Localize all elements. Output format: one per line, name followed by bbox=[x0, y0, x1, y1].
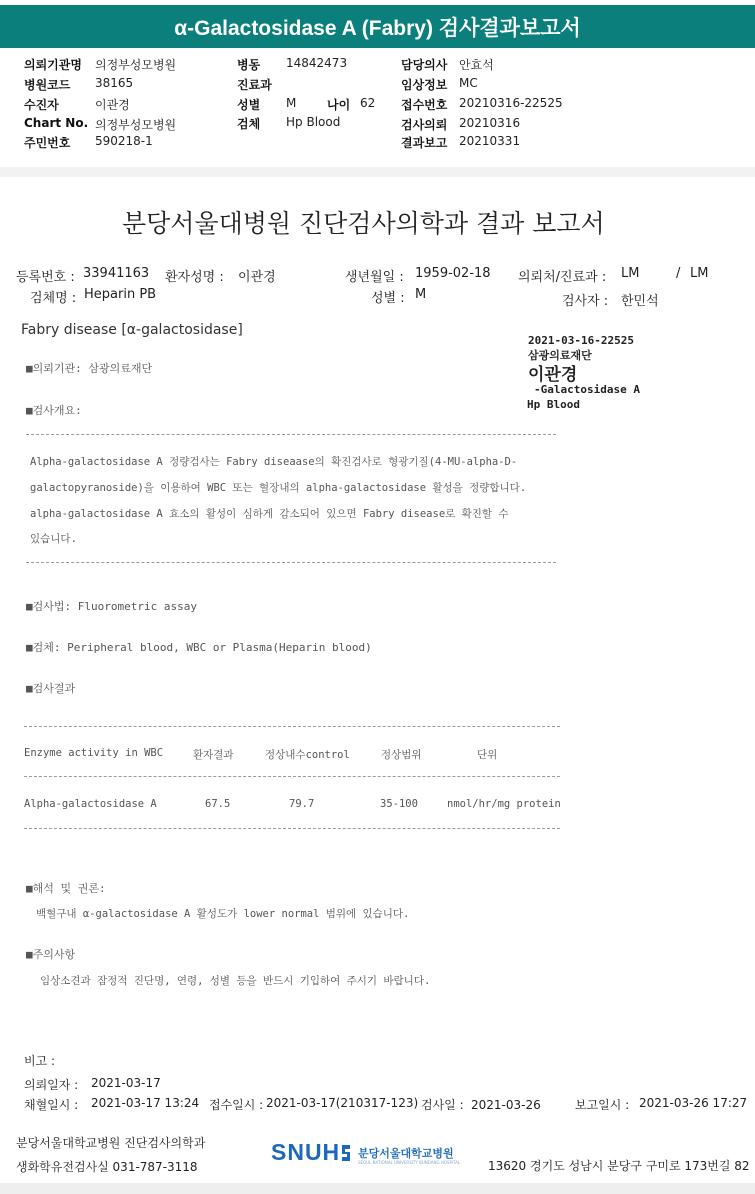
interpretation-text: 백혈구내 α-galactosidase A 활성도가 lower normal 범위에 있습니다. bbox=[36, 908, 410, 920]
stamp-line-3: 이관경 bbox=[528, 365, 578, 385]
label-chart-no: Chart No. bbox=[24, 116, 89, 130]
report-title: 분당서울대병원 진단검사의학과 결과 보고서 bbox=[122, 209, 605, 238]
table-cell-patient: 67.5 bbox=[205, 798, 231, 810]
page-bottom-edge bbox=[0, 1183, 755, 1194]
value-report-sex: M bbox=[415, 287, 427, 302]
overview-line-4: 있습니다. bbox=[30, 533, 77, 545]
method-line: ■검사법: Fluorometric assay bbox=[26, 600, 197, 613]
overview-line-1: Alpha-galactosidase A 정량검사는 Fabry diseaase의 확진검사로 형광기질(4-MU-alpha-D- bbox=[30, 456, 518, 468]
logo-emblem-icon bbox=[339, 1143, 353, 1163]
label-clinical-info: 임상정보 bbox=[401, 78, 448, 92]
table-cell-control: 79.7 bbox=[289, 798, 315, 810]
table-cell-enzyme: Alpha-galactosidase A bbox=[24, 798, 157, 810]
table-header-unit: 단위 bbox=[477, 749, 498, 761]
label-sex: 성별 bbox=[237, 98, 261, 112]
stamp-line-4: -Galactosidase A bbox=[534, 383, 640, 396]
value-specimen-name: Heparin PB bbox=[84, 287, 157, 302]
table-header-enzyme: Enzyme activity in WBC bbox=[24, 747, 164, 759]
logo-english-name: SEOUL NATIONAL UNIVERSITY BUNDANG HOSPITAL bbox=[358, 1160, 461, 1165]
value-dob: 1959-02-18 bbox=[415, 266, 491, 281]
overview-line-2: galactopyranoside)을 이용하여 WBC 또는 혈장내의 alpha-galactosidase 활성을 정량합니다. bbox=[30, 482, 527, 494]
label-department: 진료과 bbox=[237, 78, 272, 92]
institution-line: ■의뢰기관: 삼광의료재단 bbox=[26, 362, 153, 375]
label-dob: 생년월일 : bbox=[345, 270, 404, 285]
logo-korean-name: 분당서울대학교병원 bbox=[358, 1147, 454, 1160]
sample-line: ■검체: Peripheral blood, WBC or Plasma(Heparin blood) bbox=[26, 641, 372, 654]
value-hospital-code: 38165 bbox=[95, 76, 134, 90]
value-patient: 이관경 bbox=[95, 98, 130, 112]
footer-org: 분당서울대학교병원 진단검사의학과 bbox=[16, 1136, 206, 1150]
overview-heading: ■검사개요: bbox=[26, 404, 82, 417]
label-hospital-code: 병원코드 bbox=[24, 78, 71, 92]
label-age: 나이 bbox=[327, 98, 351, 112]
label-ward: 병동 bbox=[237, 58, 261, 72]
table-header-range: 정상범위 bbox=[381, 749, 422, 761]
dashed-divider bbox=[26, 562, 556, 563]
value-chart-no: 의정부성모병원 bbox=[95, 118, 177, 132]
table-cell-unit: nmol/hr/mg protein bbox=[447, 798, 561, 810]
label-report-sex: 성별 : bbox=[371, 291, 405, 306]
value-receipt-no: 20210316-22525 bbox=[459, 96, 563, 110]
value-patient-name: 이관경 bbox=[238, 270, 276, 285]
request-header-card bbox=[0, 0, 755, 167]
label-test-date: 검사일 : bbox=[421, 1098, 464, 1112]
results-heading: ■검사결과 bbox=[26, 682, 76, 695]
value-request-date: 2021-03-17 bbox=[91, 1076, 161, 1090]
value-ward: 14842473 bbox=[286, 56, 348, 70]
label-resident-no: 주민번호 bbox=[24, 136, 71, 150]
label-tester: 검사자 : bbox=[562, 294, 609, 309]
label-draw-time: 채혈일시 : bbox=[24, 1098, 79, 1112]
caution-text: 임상소견과 잠정적 진단명, 연령, 성별 등을 반드시 기입하여 주시기 바랍니다. bbox=[40, 975, 431, 987]
dept-separator: / bbox=[676, 266, 681, 281]
value-tester: 한민석 bbox=[621, 294, 659, 309]
value-clinical-info: MC bbox=[459, 76, 478, 90]
value-draw-time: 2021-03-17 13:24 bbox=[91, 1096, 200, 1110]
test-name: Fabry disease [α-galactosidase] bbox=[21, 322, 243, 338]
value-reg-no: 33941163 bbox=[83, 266, 150, 281]
label-dept: 의뢰처/진료과 : bbox=[518, 270, 607, 285]
table-bottom-rule bbox=[24, 828, 560, 829]
hospital-logo bbox=[271, 1139, 340, 1166]
label-receipt-time: 접수일시 : bbox=[209, 1098, 264, 1112]
value-age: 62 bbox=[360, 96, 376, 110]
footer-phone: 생화학유전검사실 031-787-3118 bbox=[16, 1160, 198, 1174]
label-reg-no: 등록번호 : bbox=[16, 270, 75, 285]
table-header-patient: 환자결과 bbox=[193, 749, 234, 761]
value-resident-no: 590218-1 bbox=[95, 134, 153, 148]
section-divider bbox=[0, 167, 755, 177]
logo-text: SNUH bbox=[271, 1139, 341, 1165]
stamp-line-1: 2021-03-16-22525 bbox=[528, 334, 634, 347]
value-result-report: 20210331 bbox=[459, 134, 521, 148]
footer-address: 13620 경기도 성남시 분당구 구미로 173번길 82 bbox=[488, 1159, 750, 1173]
value-sex: M bbox=[286, 96, 297, 110]
table-top-rule bbox=[24, 726, 560, 727]
label-specimen-name: 검체명 : bbox=[30, 291, 77, 306]
interpretation-heading: ■해석 및 권론: bbox=[26, 882, 106, 895]
label-test-request: 검사의뢰 bbox=[401, 118, 448, 132]
remarks-label: 비고 : bbox=[24, 1054, 56, 1068]
table-cell-range: 35-100 bbox=[380, 798, 418, 810]
value-doctor: 안효석 bbox=[459, 58, 494, 72]
report-header-title: α-Galactosidase A (Fabry) 검사결과보고서 bbox=[0, 5, 755, 48]
label-request-date: 의뢰일자 : bbox=[24, 1078, 79, 1092]
value-test-request: 20210316 bbox=[459, 116, 521, 130]
table-header-control: 정상내수control bbox=[265, 749, 350, 761]
label-receipt-no: 접수번호 bbox=[401, 98, 448, 112]
label-doctor: 담당의사 bbox=[401, 58, 448, 72]
label-institution: 의뢰기관명 bbox=[24, 58, 82, 72]
caution-heading: ■주의사항 bbox=[26, 948, 76, 961]
value-dept-2: LM bbox=[690, 266, 709, 281]
label-patient-name: 환자성명 : bbox=[165, 270, 224, 285]
value-report-time: 2021-03-26 17:27 bbox=[639, 1096, 748, 1110]
label-specimen: 검체 bbox=[237, 117, 261, 131]
table-header-rule bbox=[24, 776, 560, 777]
label-result-report: 결과보고 bbox=[401, 136, 448, 150]
value-institution: 의정부성모병원 bbox=[95, 58, 177, 72]
stamp-line-2: 삼광의료재단 bbox=[528, 349, 592, 362]
value-dept-1: LM bbox=[621, 266, 640, 281]
overview-line-3: alpha-galactosidase A 효소의 활성이 심하게 감소되어 있으면 Fabry disease로 확진할 수 bbox=[30, 508, 509, 520]
stamp-line-5: Hp Blood bbox=[527, 398, 580, 411]
label-patient: 수진자 bbox=[24, 98, 59, 112]
dashed-divider bbox=[26, 434, 556, 435]
value-specimen: Hp Blood bbox=[286, 115, 341, 129]
value-test-date: 2021-03-26 bbox=[471, 1098, 541, 1112]
label-report-time: 보고일시 : bbox=[575, 1098, 630, 1112]
value-receipt-time: 2021-03-17(210317-123) bbox=[266, 1096, 419, 1110]
